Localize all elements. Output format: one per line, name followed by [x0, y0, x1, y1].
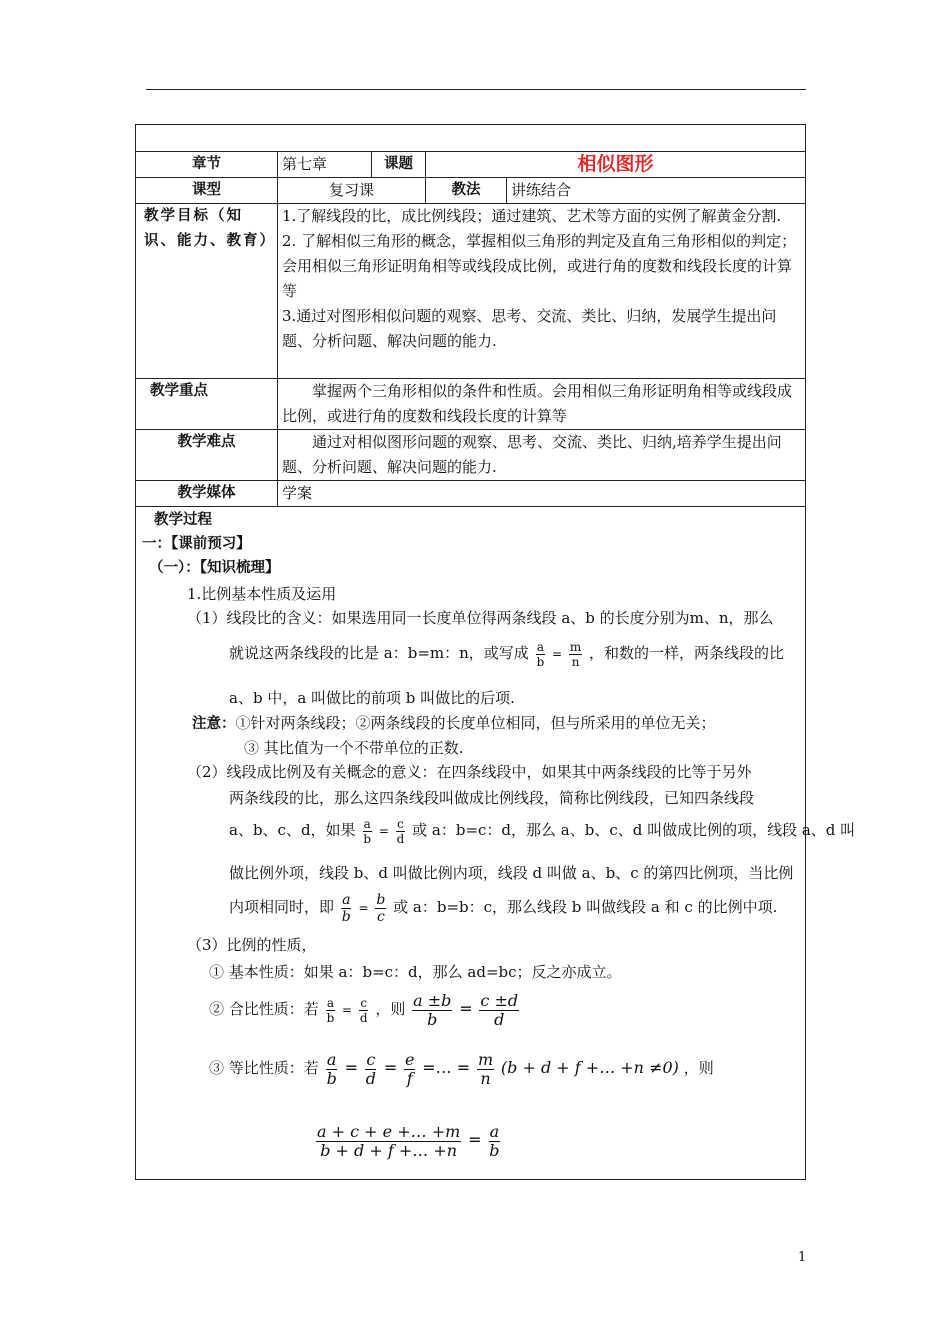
p2-line3 [229, 812, 855, 849]
fraction-a-b: $\frac{a}{b}$ [341, 891, 351, 925]
goals-cell [278, 204, 806, 379]
p1-line2-post: ，和数的一样，两条线段的比 [589, 644, 785, 662]
equals-sign: = [344, 1058, 358, 1077]
fraction-e-f: $\frac{e}{f}$ [405, 1049, 415, 1088]
method-value: 讲练结合 [507, 178, 806, 204]
fraction-a-b: $\frac{a}{b}$ [326, 995, 335, 1025]
nonzero-condition: (b + d + f +… +n ≠0) [500, 1058, 679, 1077]
note-text-1: ①针对两条线段；②两条线段的长度单位相同，但与所采用的单位无关； [235, 714, 716, 732]
ellipsis-equals: =… = [422, 1058, 471, 1077]
goal-3: 3.通过对图形相似问题的观察、思考、交流、类比、归纳，发展学生提出问题、分析问题、解决问题的能力. [282, 307, 777, 350]
fraction-c-d: $\frac{c}{d}$ [359, 995, 368, 1025]
p2-line1: （2）线段成比例及有关概念的意义：在四条线段中，如果其中两条线段的比等于另外 [187, 763, 752, 781]
key-label: 教学重点 [136, 379, 278, 430]
note-label: 注意： [192, 716, 236, 732]
fraction-c-d: $\frac{c}{d}$ [396, 816, 405, 846]
key-value: 掌握两个三角形相似的条件和性质。会用相似三角形证明角相等或线段成比例，或进行角的度数和线段长度的计算等 [278, 379, 806, 430]
type-label: 课型 [136, 178, 278, 204]
fraction-a-pm-b-over-b: $\frac{a \pm b}{b}$ [413, 990, 452, 1029]
section-1-1-heading: （一）：【知识梳理】 [149, 560, 280, 576]
p2-line5-pre: 内项相同时，即 [229, 898, 335, 916]
p3-equal-post: ，则 [683, 1059, 714, 1077]
p3-heading: （3）比例的性质， [187, 936, 317, 954]
difficulty-value: 通过对相似图形问题的观察、思考、交流、类比、归纳,培养学生提出问题、分析问题、解决问题的能力. [278, 430, 806, 481]
equals-sign: = [468, 1130, 482, 1149]
chapter-value: 第七章 [278, 152, 372, 178]
fraction-sum-num-over-sum-den: $\frac{a + c + e +\dots +m}{b + d + f +\dots +n}$ [317, 1121, 461, 1160]
p3-basic: ① 基本性质：如果 a：b=c：d，那么 ad=bc；反之亦成立。 [209, 963, 622, 981]
p3-sum-pre: ② 合比性质：若 [209, 1000, 319, 1018]
p2-line5-post: 或 a：b=b：c，那么线段 b 叫做线段 a 和 c 的比例中项. [393, 898, 778, 916]
p1-line1: （1）线段比的含义：如果选用同一长度单位得两条线段 a、b 的长度分别为m、n，那么 [187, 609, 774, 627]
p2-line3-post: 或 a：b=c：d，那么 a、b、c、d 叫做成比例的项，线段 a、d 叫 [412, 821, 856, 839]
media-value: 学案 [278, 481, 806, 507]
fraction-c-pm-d-over-d: $\frac{c \pm d}{d}$ [480, 990, 519, 1029]
header-rule [146, 89, 806, 90]
goals-label: 教学目标（知识、能力、教育） [136, 204, 278, 379]
goal-2: 2. 了解相似三角形的概念，掌握相似三角形的判定及直角三角形相似的判定；会用相似三角形证明角相等或线段成比例，或进行角的度数和线段长度的计算等 [282, 232, 797, 300]
p3-sum-mid: ，则 [375, 1000, 406, 1018]
fraction-m-n: $\frac{m}{n}$ [477, 1049, 494, 1088]
note-line2: ③ 其比值为一个不带单位的正数. [244, 739, 464, 757]
section-1-heading: 一：【课前预习】 [142, 536, 251, 552]
goal-1: 1.了解线段的比，成比例线段；通过建筑、艺术等方面的实例了解黄金分割. [282, 207, 782, 225]
fraction-b-c: $\frac{b}{c}$ [376, 891, 386, 925]
fraction-a-b: $\frac{a}{b}$ [363, 816, 372, 846]
note-line1 [192, 713, 716, 734]
fraction-m-n: $\frac{m}{n}$ [569, 639, 582, 669]
media-label: 教学媒体 [136, 481, 278, 507]
p3-equal [209, 1044, 714, 1092]
fraction-a-b: $\frac{a}{b}$ [536, 639, 545, 669]
equals-sign: = [459, 999, 473, 1018]
p2-line3-pre: a、b、c、d，如果 [229, 821, 356, 839]
equals-sign: = [552, 647, 563, 661]
method-label: 教法 [426, 178, 507, 204]
equals-sign: = [378, 824, 389, 838]
p3-sum [209, 986, 521, 1033]
p2-line5 [229, 889, 777, 926]
p1-line3: a、b 中，a 叫做比的前项 b 叫做比的后项. [229, 689, 515, 707]
chapter-label: 章节 [136, 152, 278, 178]
type-value: 复习课 [278, 178, 426, 204]
lesson-plan-table [135, 124, 856, 1180]
topic-label: 课题 [372, 152, 426, 178]
p1-line2 [229, 635, 784, 672]
p3-equal-pre: ③ 等比性质：若 [209, 1059, 319, 1077]
p2-line2: 两条线段的比，那么这四条线段叫做成比例线段，简称比例线段，已知四条线段 [229, 789, 755, 807]
equals-sign: = [358, 901, 369, 915]
topic-title: 相似图形 [426, 152, 806, 178]
equals-sign: = [342, 1003, 353, 1017]
p1-line2-pre: 就说这两条线段的比是 a：b=m：n，或写成 [229, 644, 529, 662]
difficulty-label: 教学难点 [136, 430, 278, 481]
fraction-a-b: $\frac{a}{b}$ [489, 1121, 500, 1160]
blank-row [136, 125, 806, 152]
fraction-c-d: $\frac{c}{d}$ [365, 1049, 377, 1088]
page-number: 1 [798, 1250, 807, 1265]
equals-sign: = [383, 1058, 398, 1077]
p3-equal-result [314, 1112, 503, 1168]
p2-line4: 做比例外项，线段 b、d 叫做比例内项，线段 d 叫做 a、b、c 的第四比例项，当比例 [229, 864, 794, 882]
item-1: 1.比例基本性质及运用 [187, 585, 337, 603]
fraction-a-b: $\frac{a}{b}$ [326, 1049, 337, 1088]
process-heading: 教学过程 [154, 512, 212, 528]
teaching-process [136, 507, 856, 1180]
